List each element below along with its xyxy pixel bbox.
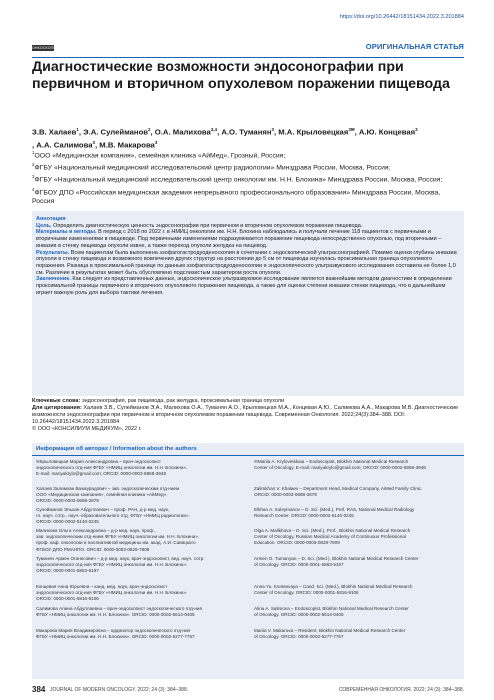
author-info-line: Mariia V. Makarova – Resident, Blokhin National Medical Research Center xyxy=(254,628,406,633)
author-info-ru xyxy=(36,528,244,553)
author-info-line: Салимова Алина Абдуллаевна – врач-эндоскопист эндоскопического отд-ния xyxy=(36,606,202,611)
author-info-ru xyxy=(36,556,244,575)
author-info-line: Халаев Залимхан Вахмурадович – зав. эндоскопическим отд-нием xyxy=(36,486,180,491)
affiliation-text: ФГБУ «Национальный медицинский исследовательский центр онкологии им. Н.Н. Блохина» Минздрава России, Москва, Россия; xyxy=(34,176,443,184)
keywords-block xyxy=(32,398,464,433)
author-info-line: Туманян Армен Оганесович – д-р мед. наук, врач-эндоскопист, вед. науч. сотр. xyxy=(36,556,205,561)
abstract-aim xyxy=(36,223,460,230)
author-info-line: ФГБУ «НМИЦ онкологии им. Н.Н. Блохина». ORCID: 0000-0002-5277-7757 xyxy=(36,634,195,640)
author-info-line: проф. каф. онкологии и паллиативной медицины им. акад. А.И. Савицкого xyxy=(36,540,196,546)
author-info-line: of Oncology. ORCID: 0000-0001-5863-5197 xyxy=(254,562,344,568)
author-info-line: ORCID: 0000-0003-0688-2879 xyxy=(36,498,99,504)
abstract-results-text: Всем пациентам была выполнена эзофагогастродуоденоскопия в сочетании с эндоскопической ультрасонографией. Помимо оценки глубины инвазии опухоли в стенку пищевода и возможного вовлечения других структур на расстоянии до 5 см от пищевода изучалась проксимальная граница опухолевого поражения. Разница в проксимальной границе по данным эзофагогастродуоденоскопии и эндоскопического ультразвукового исследования составила не более 1,0 см. Различие в результатах может быть обусловлено подслизистым характером роста опухоли. xyxy=(36,249,457,276)
journal-badge: ОНКОСКОПИЯ xyxy=(32,46,59,50)
affiliation-item xyxy=(32,173,464,185)
author-info-line: Education. ORCID: 0000-0003-0829-7809 xyxy=(254,540,340,546)
author-affiliation-mark: 3,4 xyxy=(210,127,218,132)
author-info-line: Center of Oncology. E-mail: mariyakrylo@gmail.com; ORCID: 0000-0002-8868-3948 xyxy=(254,465,426,471)
author-affiliation-mark: 2 xyxy=(148,127,151,132)
abstract-conclusion-text: Как следует из представленных данных, эндоскопическое ультразвуковое исследование является важнейшим методом диагностики в определении проксимальной границы первичного и вторичного опухолевого поражения пищевода, а также для оценки степени инвазии стенки пищевода, что в дальнейшем играет важную роль для выбора тактики лечения. xyxy=(36,276,452,296)
author-info-line: эндоскопического отд-ния ФГБУ «НМИЦ онкологии им. Н.Н. Блохина». xyxy=(36,590,188,596)
author-info-line: Макарова Мария Владимировна – ординатор эндоскопического отд-ния xyxy=(36,628,191,633)
author-affiliation-mark: 3 xyxy=(271,127,274,132)
author-info-line: ООО «Медицинская компания», семейная клиника «АйМед». xyxy=(36,492,168,498)
author-info-line: Малихова Ольга Александровна – д-р мед. наук, проф., xyxy=(36,528,156,533)
author-info-line: Center of Oncology, Russian Medical Academy of Continuous Professional xyxy=(254,534,406,540)
affiliation-text: ФГБУ «Национальный медицинский исследовательский центр радиологии» Минздрава России, Москва, Россия; xyxy=(34,164,391,172)
author-info-divider xyxy=(32,455,464,456)
author-info-line: E-mail: mariyakrylo@gmail.com; ORCID: 0000-0002-8868-3948 xyxy=(36,471,167,477)
author-info-line: Olga A. Malikhova – D. Sci. (Med.), Prof., Blokhin National Medical Research xyxy=(254,528,411,533)
author-info-line: Research Center. ORCID: 0000-0002-5140-0245 xyxy=(254,513,354,519)
affiliation-item xyxy=(32,149,464,161)
author-info-line: Концевая Анна Юрьевна – канд. мед. наук, врач-эндоскопист xyxy=(36,584,168,589)
author-name: , А.О. Туманян xyxy=(217,127,272,137)
affiliation-text: ФГБОУ ДПО «Российская медицинская академия непрерывного профессионального образования» Минздрава России, Москва, Россия xyxy=(32,188,441,205)
author-affiliation-mark: 3✉ xyxy=(348,127,355,132)
author-info-line: Armen O. Tumanyan – D. Sci. (Med.), Blokhin National Medical Research Center xyxy=(254,556,419,561)
author-name: , А.А. Салимова xyxy=(32,140,93,150)
author-info-ru xyxy=(36,507,244,526)
page-number: 384 xyxy=(32,685,46,694)
author-name: З.В. Халаев xyxy=(32,127,77,137)
author-name: , М.А. Крыловецкая xyxy=(274,127,349,137)
abstract-methods-label: Материалы и методы. xyxy=(36,229,97,236)
affiliations xyxy=(32,149,464,207)
affiliation-number: 3 xyxy=(32,174,35,180)
author-info-line: ORCID: 0000-0001-5863-5197 xyxy=(36,568,99,574)
doi-link[interactable]: https://doi.org/10.26442/18151434.2022.3.201884 xyxy=(339,14,464,20)
author-info-line: ORCID: 0000-0001-5816-9106 xyxy=(36,596,99,602)
author-info-line: Anna Yu. Kontsevaya – Cand. Sci. (Med.), Blokhin National Medical Research xyxy=(254,584,413,589)
keywords-label: Ключевые слова: xyxy=(32,398,81,404)
affiliation-number: 2 xyxy=(32,162,35,168)
author-info-line: Сулейманов Эльхан Абдуллаевич – проф. РАН, д-р мед. наук, xyxy=(36,507,170,512)
footer-journal-ru: СОВРЕМЕННАЯ ОНКОЛОГИЯ. 2022; 24 (3): 384–388. xyxy=(338,687,464,693)
author-info-line: зав. эндоскопическим отд-нием ФГБУ «НМИЦ онкологии им. Н.Н. Блохина», xyxy=(36,534,200,540)
author-info-ru xyxy=(36,459,244,478)
author-info-box xyxy=(32,443,464,679)
author-info-en xyxy=(254,628,460,640)
abstract-methods-text: В период с 2018 по 2022 г. в НМИЦ онкологии им. Н.Н. Блохина наблюдались и получали лечение 118 пациентов с первичными и вторичными изменениями в пищеводе. Под первичными изменениями подразумевается поражение пищевода непосредственно опухолью, под вторичными – инвазия в стенку пищевода опухоли извне, а также переход опухоли желудка на пищевод. xyxy=(36,229,442,249)
author-info-title: Информация об авторах / Information about the authors xyxy=(36,446,197,452)
abstract-aim-text: Определить диагностическую ценность эндосонографии при первичном и вторичном опухолевом поражении пищевода. xyxy=(53,222,363,229)
citation-label: Для цитирования: xyxy=(32,404,82,411)
author-info-line: ✉Mariia A. Krylovetskaia – Endoscopist, Blokhin National Medical Research xyxy=(254,459,409,464)
author-info-line: эндоскопического отд-ния ФГБУ «НМИЦ онкологии им. Н.Н. Блохина». xyxy=(36,465,188,471)
author-name: , М.В. Макарова xyxy=(95,140,155,150)
abstract-heading: Аннотация xyxy=(36,216,66,222)
author-info-line: ✉Крыловецкая Мария Александровна – врач-эндоскопист xyxy=(36,459,162,464)
author-info-line: эндоскопического отд-ния ФГБУ «НМИЦ онкологии им. Н.Н. Блохина». xyxy=(36,562,188,568)
page-footer xyxy=(32,685,464,694)
author-affiliation-mark: 3 xyxy=(154,139,158,145)
author-info-ru xyxy=(36,606,244,618)
author-info-en xyxy=(254,486,460,498)
author-name: , А.Ю. Концевая xyxy=(354,127,416,137)
affiliation-number: 1 xyxy=(32,150,35,155)
affiliation-text: ООО «Медицинская компания», семейная клиника «АйМед», Грозный, Россия; xyxy=(34,152,286,160)
header-divider xyxy=(32,57,464,58)
author-info-en xyxy=(254,584,460,596)
author-info-ru xyxy=(36,628,244,640)
author-info-line: of Oncology. ORCID: 0000-0002-5614-0405 xyxy=(254,612,344,618)
author-info-line: ФГБУ «НМИЦ онкологии им. Н.Н. Блохина». ORCID: 0000-0002-5614-0405 xyxy=(36,612,195,618)
citation-line xyxy=(32,405,464,426)
author-info-en xyxy=(254,459,460,471)
author-info-line: Center of Oncology. ORCID: 0000-0001-5816-9106 xyxy=(254,590,359,596)
author-info-line: ORCID: 0000-0003-0688-2879 xyxy=(254,492,317,498)
author-info-line: гл. науч. сотр., науч.-образовательного отд. ФГБУ «НМИЦ радиологии». xyxy=(36,513,190,519)
author-affiliation-mark: 3 xyxy=(92,139,96,145)
author-info-line: Zalimkhan V. Khalaev – Department Head, Medical Company, AiMed Family Clinic. xyxy=(254,486,423,491)
abstract-aim-label: Цель. xyxy=(36,222,52,229)
affiliation-number: 4 xyxy=(32,186,35,192)
author-info-line: Elkhan A. Suleymanov – D. Sci. (Med.), Prof. RAS, National Medical Radiology xyxy=(254,507,415,512)
author-info-en xyxy=(254,556,460,568)
author-name: , Э.А. Сулейманов xyxy=(78,127,148,137)
abstract-box xyxy=(32,211,464,396)
affiliation-item xyxy=(32,186,464,207)
article-title: Диагностические возможности эндосонографии при первичном и вторичном опухолевом поражении пищевода xyxy=(32,59,450,92)
affiliation-item xyxy=(32,161,464,173)
keywords-line xyxy=(32,398,464,405)
author-info-line: ORCID: 0000-0002-5140-0245 xyxy=(36,519,99,525)
copyright-line: © ООО «КОНСИЛИУМ МЕДИКУМ», 2022 г. xyxy=(32,425,142,432)
abstract-conclusion-label: Заключение. xyxy=(36,276,71,283)
abstract-results xyxy=(36,250,460,277)
abstract-methods xyxy=(36,229,460,249)
abstract-results-label: Результаты. xyxy=(36,249,70,256)
keywords-text: эндосонография, рак пищевода, рак желудка, проксимальная граница опухоли xyxy=(81,398,285,404)
author-info-en xyxy=(254,507,460,519)
author-info-ru xyxy=(36,584,244,603)
author-info-line: ФГБОУ ДПО РМАНПО. ORCID: 0000-0003-0829-7809 xyxy=(36,546,150,552)
abstract-conclusion xyxy=(36,276,460,296)
author-affiliation-mark: 3 xyxy=(415,127,418,132)
author-list xyxy=(32,125,464,151)
author-info-ru xyxy=(36,486,244,505)
author-info-line: Alina A. Salimova – Endoscopist, Blokhin National Medical Research Center xyxy=(254,606,409,611)
citation-text: Халаев З.В., Сулейманов Э.А., Малихова О.А., Туманян А.О., Крыловецкая М.А., Концевая А.Ю., Салимова А.А., Макарова М.В. Диагностические возможности эндосонографии при первичном и вторичном опухолевом поражении пищевода. Современная Онкология. 2022;24(3):384–388. DOI: 10.26442/18151434.2022.3.201884 xyxy=(32,404,459,425)
author-info-en xyxy=(254,606,460,618)
author-info-en xyxy=(254,528,460,547)
article-type-label: ОРИГИНАЛЬНАЯ СТАТЬЯ xyxy=(365,42,464,51)
author-name: , О.А. Малихова xyxy=(150,127,211,137)
footer-journal-en: JOURNAL OF MODERN ONCOLOGY. 2022; 24 (3): 384–388. xyxy=(50,687,189,693)
author-affiliation-mark: 1 xyxy=(76,127,79,132)
author-info-line: of Oncology. ORCID: 0000-0002-5277-7757 xyxy=(254,634,344,640)
section-header xyxy=(32,42,464,56)
